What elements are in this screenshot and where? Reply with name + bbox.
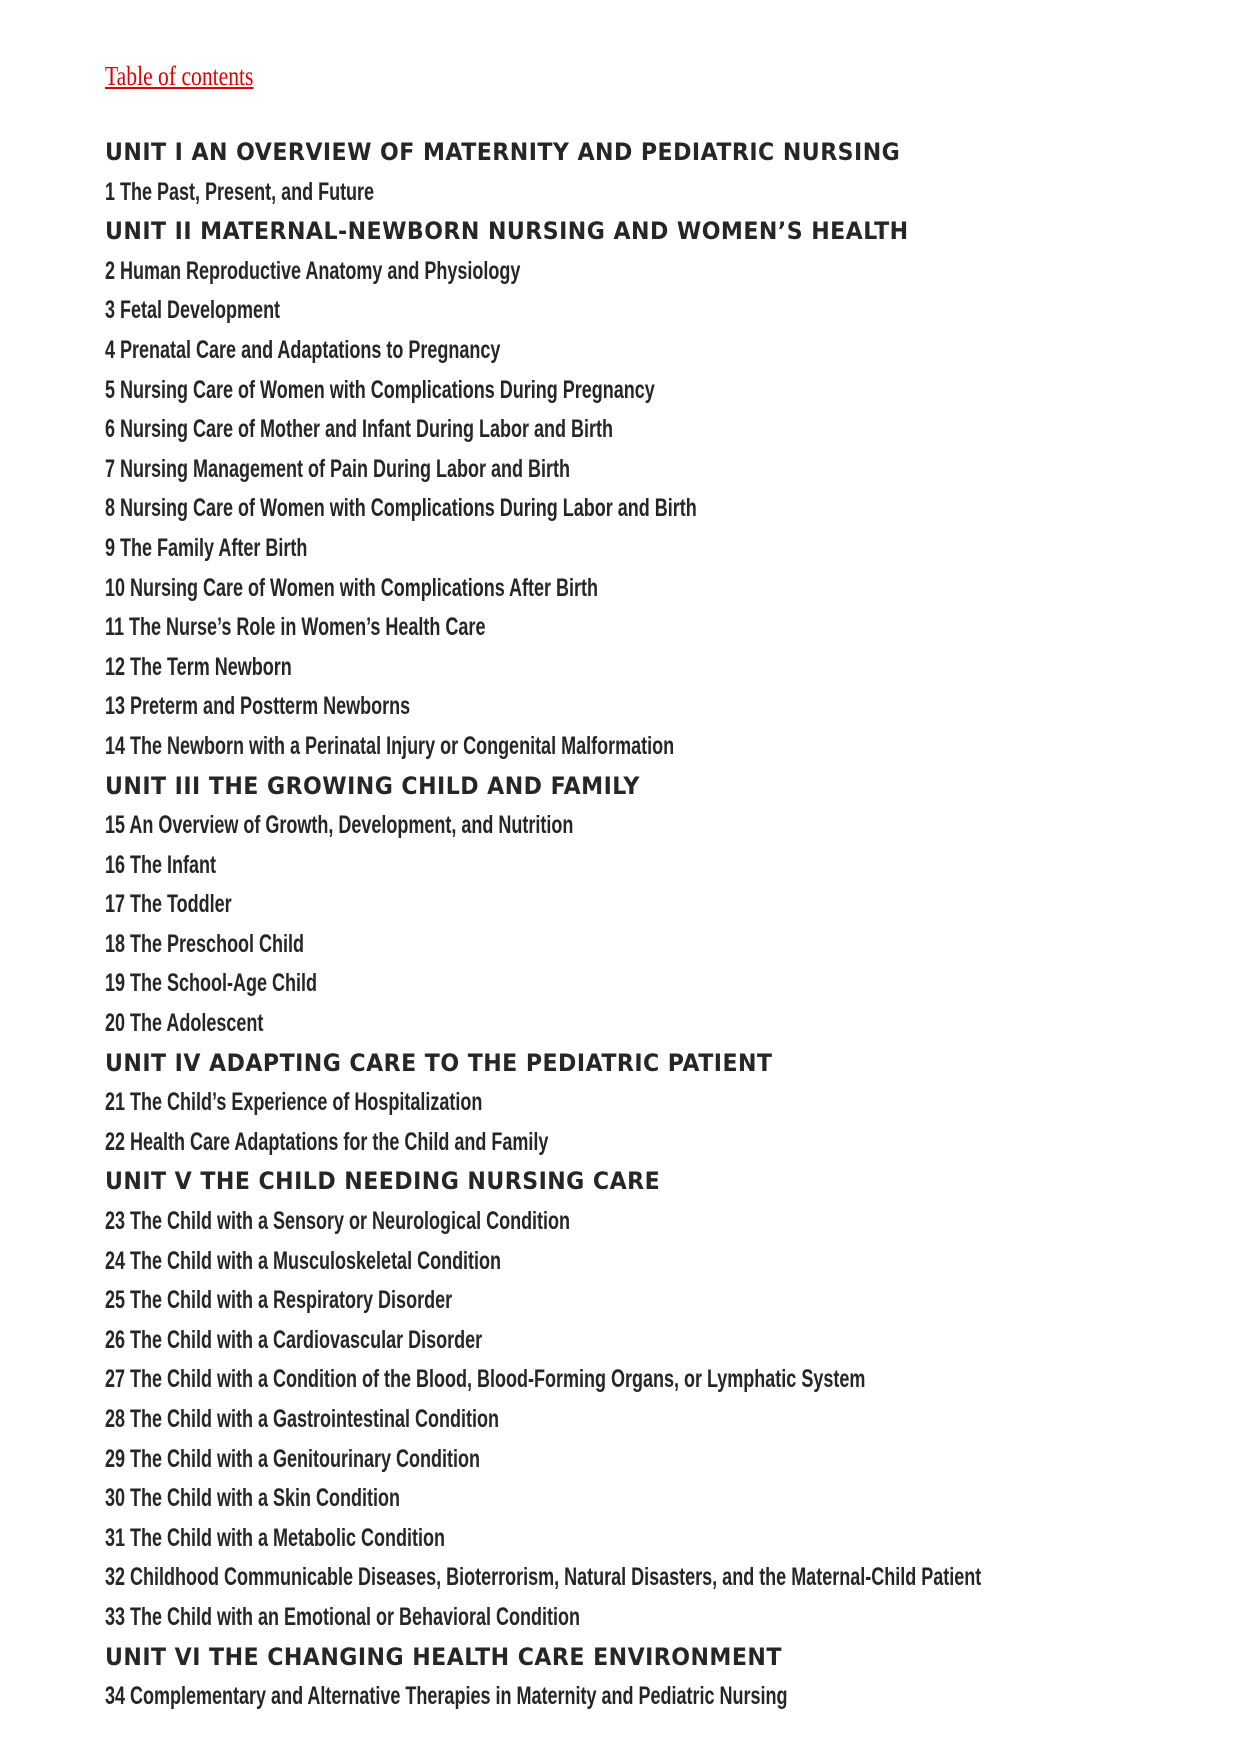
chapter-title-text: 26 The Child with a Cardiovascular Disorder	[105, 1325, 483, 1354]
chapter-title-text: 34 Complementary and Alternative Therapies in Maternity and Pediatric Nursing	[105, 1682, 788, 1711]
toc-chapter-entry[interactable]	[105, 371, 1205, 411]
table-of-contents-link[interactable]: Table of contents	[105, 61, 254, 91]
toc-chapter-entry[interactable]	[105, 648, 1205, 688]
toc-unit-heading[interactable]	[105, 1638, 1205, 1678]
chapter-title-text: 25 The Child with a Respiratory Disorder	[105, 1286, 453, 1315]
toc-chapter-entry[interactable]	[105, 687, 1205, 727]
toc-chapter-entry[interactable]	[105, 1123, 1205, 1163]
toc-chapter-entry[interactable]	[105, 885, 1205, 925]
toc-chapter-entry[interactable]	[105, 846, 1205, 886]
toc-chapter-entry[interactable]	[105, 1202, 1205, 1242]
toc-unit-heading[interactable]	[105, 1044, 1205, 1084]
chapter-title-text: 9 The Family After Birth	[105, 533, 308, 562]
chapter-title-text: 29 The Child with a Genitourinary Condition	[105, 1444, 481, 1473]
toc-chapter-entry[interactable]	[105, 1321, 1205, 1361]
document-page	[105, 58, 1205, 1717]
chapter-title-text: 1 The Past, Present, and Future	[105, 177, 375, 206]
unit-heading-text: UNIT II MATERNAL-NEWBORN NURSING AND WOMEN’S HEALTH	[105, 217, 909, 246]
toc-chapter-entry[interactable]	[105, 569, 1205, 609]
chapter-title-text: 20 The Adolescent	[105, 1009, 264, 1038]
chapter-title-text: 8 Nursing Care of Women with Complications During Labor and Birth	[105, 494, 697, 523]
unit-heading-text: UNIT III THE GROWING CHILD AND FAMILY	[105, 771, 640, 800]
toc-chapter-entry[interactable]	[105, 331, 1205, 371]
toc-chapter-entry[interactable]	[105, 1440, 1205, 1480]
chapter-title-text: 21 The Child’s Experience of Hospitalization	[105, 1088, 483, 1117]
chapter-title-text: 24 The Child with a Musculoskeletal Condition	[105, 1246, 502, 1275]
chapter-title-text: 14 The Newborn with a Perinatal Injury or Congenital Malformation	[105, 731, 675, 760]
toc-chapter-entry[interactable]	[105, 252, 1205, 292]
chapter-title-text: 3 Fetal Development	[105, 296, 281, 325]
chapter-title-text: 31 The Child with a Metabolic Condition	[105, 1523, 446, 1552]
toc-chapter-entry[interactable]	[105, 1598, 1205, 1638]
chapter-title-text: 6 Nursing Care of Mother and Infant During Labor and Birth	[105, 415, 614, 444]
toc-chapter-entry[interactable]	[105, 925, 1205, 965]
toc-unit-heading[interactable]	[105, 133, 1205, 173]
toc-chapter-entry[interactable]	[105, 727, 1205, 767]
toc-chapter-entry[interactable]	[105, 1083, 1205, 1123]
chapter-title-text: 27 The Child with a Condition of the Blood, Blood-Forming Organs, or Lymphatic System	[105, 1365, 866, 1394]
chapter-title-text: 17 The Toddler	[105, 890, 232, 919]
chapter-title-text: 15 An Overview of Growth, Development, and Nutrition	[105, 811, 574, 840]
toc-chapter-entry[interactable]	[105, 1360, 1205, 1400]
chapter-title-text: 33 The Child with an Emotional or Behavioral Condition	[105, 1602, 581, 1631]
toc-chapter-entry[interactable]	[105, 1281, 1205, 1321]
chapter-title-text: 4 Prenatal Care and Adaptations to Pregnancy	[105, 335, 501, 364]
toc-chapter-entry[interactable]	[105, 608, 1205, 648]
toc-chapter-entry[interactable]	[105, 1004, 1205, 1044]
chapter-title-text: 7 Nursing Management of Pain During Labor and Birth	[105, 454, 571, 483]
unit-heading-text: UNIT V THE CHILD NEEDING NURSING CARE	[105, 1167, 661, 1196]
toc-chapter-entry[interactable]	[105, 450, 1205, 490]
toc-chapter-entry[interactable]	[105, 1519, 1205, 1559]
toc-list	[105, 133, 1205, 1717]
toc-unit-heading[interactable]	[105, 212, 1205, 252]
toc-chapter-entry[interactable]	[105, 1400, 1205, 1440]
chapter-title-text: 2 Human Reproductive Anatomy and Physiology	[105, 256, 521, 285]
toc-chapter-entry[interactable]	[105, 529, 1205, 569]
toc-unit-heading[interactable]	[105, 767, 1205, 807]
toc-chapter-entry[interactable]	[105, 1479, 1205, 1519]
toc-chapter-entry[interactable]	[105, 1242, 1205, 1282]
toc-chapter-entry[interactable]	[105, 489, 1205, 529]
unit-heading-text: UNIT IV ADAPTING CARE TO THE PEDIATRIC PATIENT	[105, 1048, 773, 1077]
chapter-title-text: 10 Nursing Care of Women with Complications After Birth	[105, 573, 599, 602]
toc-chapter-entry[interactable]	[105, 964, 1205, 1004]
chapter-title-text: 13 Preterm and Postterm Newborns	[105, 692, 411, 721]
chapter-title-text: 19 The School-Age Child	[105, 969, 318, 998]
toc-chapter-entry[interactable]	[105, 1677, 1205, 1717]
chapter-title-text: 5 Nursing Care of Women with Complications During Pregnancy	[105, 375, 655, 404]
chapter-title-text: 22 Health Care Adaptations for the Child and Family	[105, 1127, 549, 1156]
chapter-title-text: 30 The Child with a Skin Condition	[105, 1484, 401, 1513]
chapter-title-text: 11 The Nurse’s Role in Women’s Health Care	[105, 613, 486, 642]
chapter-title-text: 28 The Child with a Gastrointestinal Condition	[105, 1405, 500, 1433]
chapter-title-text: 18 The Preschool Child	[105, 929, 305, 958]
toc-unit-heading[interactable]	[105, 1162, 1205, 1202]
toc-chapter-entry[interactable]	[105, 291, 1205, 331]
toc-chapter-entry[interactable]	[105, 410, 1205, 450]
toc-chapter-entry[interactable]	[105, 1558, 1205, 1598]
chapter-title-text: 16 The Infant	[105, 850, 217, 879]
chapter-title-text: 23 The Child with a Sensory or Neurological Condition	[105, 1207, 571, 1236]
chapter-title-text: 12 The Term Newborn	[105, 652, 292, 681]
toc-chapter-entry[interactable]	[105, 806, 1205, 846]
unit-heading-text: UNIT VI THE CHANGING HEALTH CARE ENVIRONMENT	[105, 1642, 782, 1671]
toc-chapter-entry[interactable]	[105, 173, 1205, 213]
unit-heading-text: UNIT I AN OVERVIEW OF MATERNITY AND PEDIATRIC NURSING	[105, 138, 901, 166]
chapter-title-text: 32 Childhood Communicable Diseases, Bioterrorism, Natural Disasters, and the Maternal-Child Patient	[105, 1563, 982, 1592]
